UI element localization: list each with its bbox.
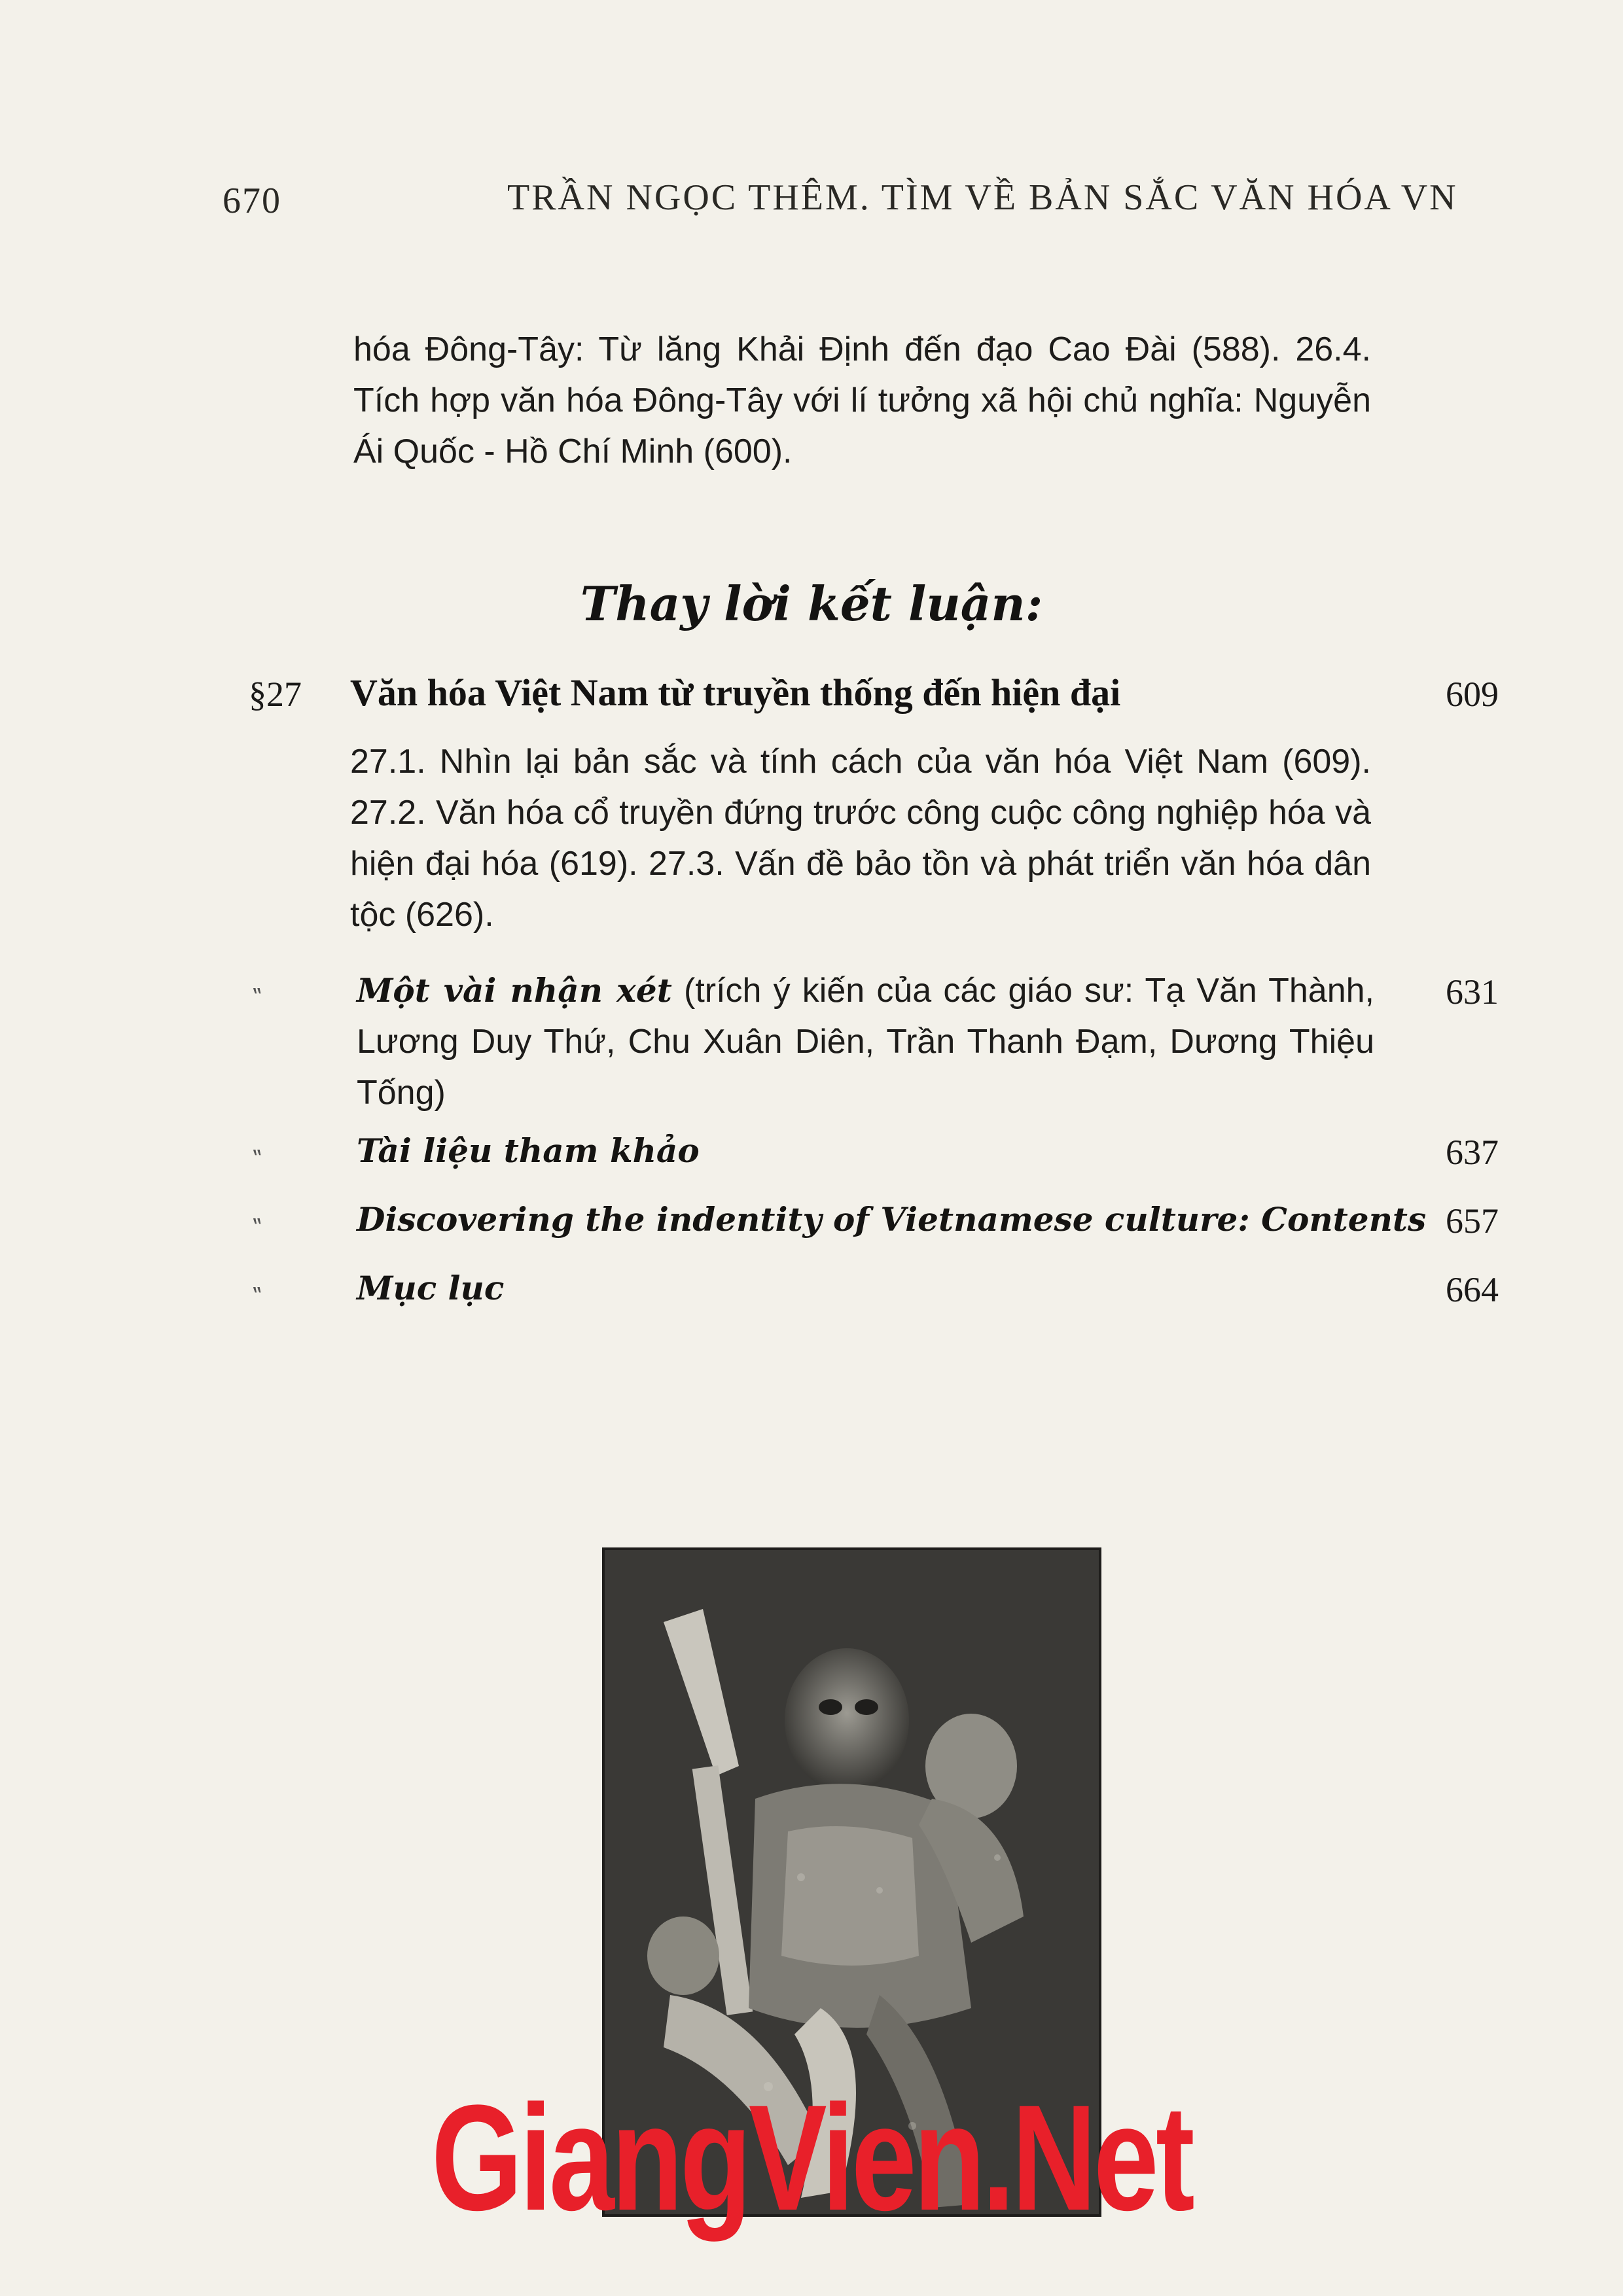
toc-item-page: 631 bbox=[1446, 972, 1499, 1012]
bullet-icon: ⹂ bbox=[252, 1270, 262, 1295]
toc-item-page: 664 bbox=[1446, 1270, 1499, 1309]
toc-item-title: Mục lục bbox=[357, 1269, 505, 1307]
toc-item-page: 657 bbox=[1446, 1201, 1499, 1241]
toc-item-title: Discovering the indentity of Vietnamese culture: Contents bbox=[357, 1200, 1427, 1239]
toc-item bbox=[357, 965, 1374, 1118]
bullet-icon: ⹂ bbox=[252, 1201, 262, 1226]
bullet-icon: ⹂ bbox=[252, 971, 262, 996]
bullet-icon: ⹂ bbox=[252, 1133, 262, 1157]
chapter-number: §27 bbox=[249, 675, 302, 714]
section-heading: Thay lời kết luận: bbox=[580, 576, 1043, 631]
running-head: TRẦN NGỌC THÊM. TÌM VỀ BẢN SẮC VĂN HÓA VN bbox=[507, 177, 1458, 218]
page-number: 670 bbox=[223, 181, 281, 221]
chapter-subsections: 27.1. Nhìn lại bản sắc và tính cách của văn hóa Việt Nam (609). 27.2. Văn hóa cổ truyền đứng trước công cuộc công nghiệp hóa và hiện đại hóa (619). 27.3. Vấn đề bảo tồn và phát triển văn hóa dân tộc (626). bbox=[350, 743, 1371, 934]
toc-item-title: Một vài nhận xét bbox=[357, 971, 672, 1010]
continuation-paragraph: hóa Đông-Tây: Từ lăng Khải Định đến đạo Cao Đài (588). 26.4. Tích hợp văn hóa Đông-Tây với lí tưởng xã hội chủ nghĩa: Nguyễn Ái Quốc - Hồ Chí Minh (600). bbox=[353, 330, 1371, 470]
toc-item-page: 637 bbox=[1446, 1133, 1499, 1172]
toc-item-title: Tài liệu tham khảo bbox=[357, 1131, 700, 1170]
watermark: GiangVien.Net bbox=[431, 2074, 1192, 2242]
toc-item-note: (trích ý kiến của các giáo sư: Tạ Văn Thành, Lương Duy Thứ, Chu Xuân Diên, Trần Thanh Đạm, Dương Thiệu Tống) bbox=[357, 972, 1374, 1112]
chapter-page: 609 bbox=[1446, 675, 1499, 714]
chapter-title: Văn hóa Việt Nam từ truyền thống đến hiện đại bbox=[350, 671, 1121, 714]
